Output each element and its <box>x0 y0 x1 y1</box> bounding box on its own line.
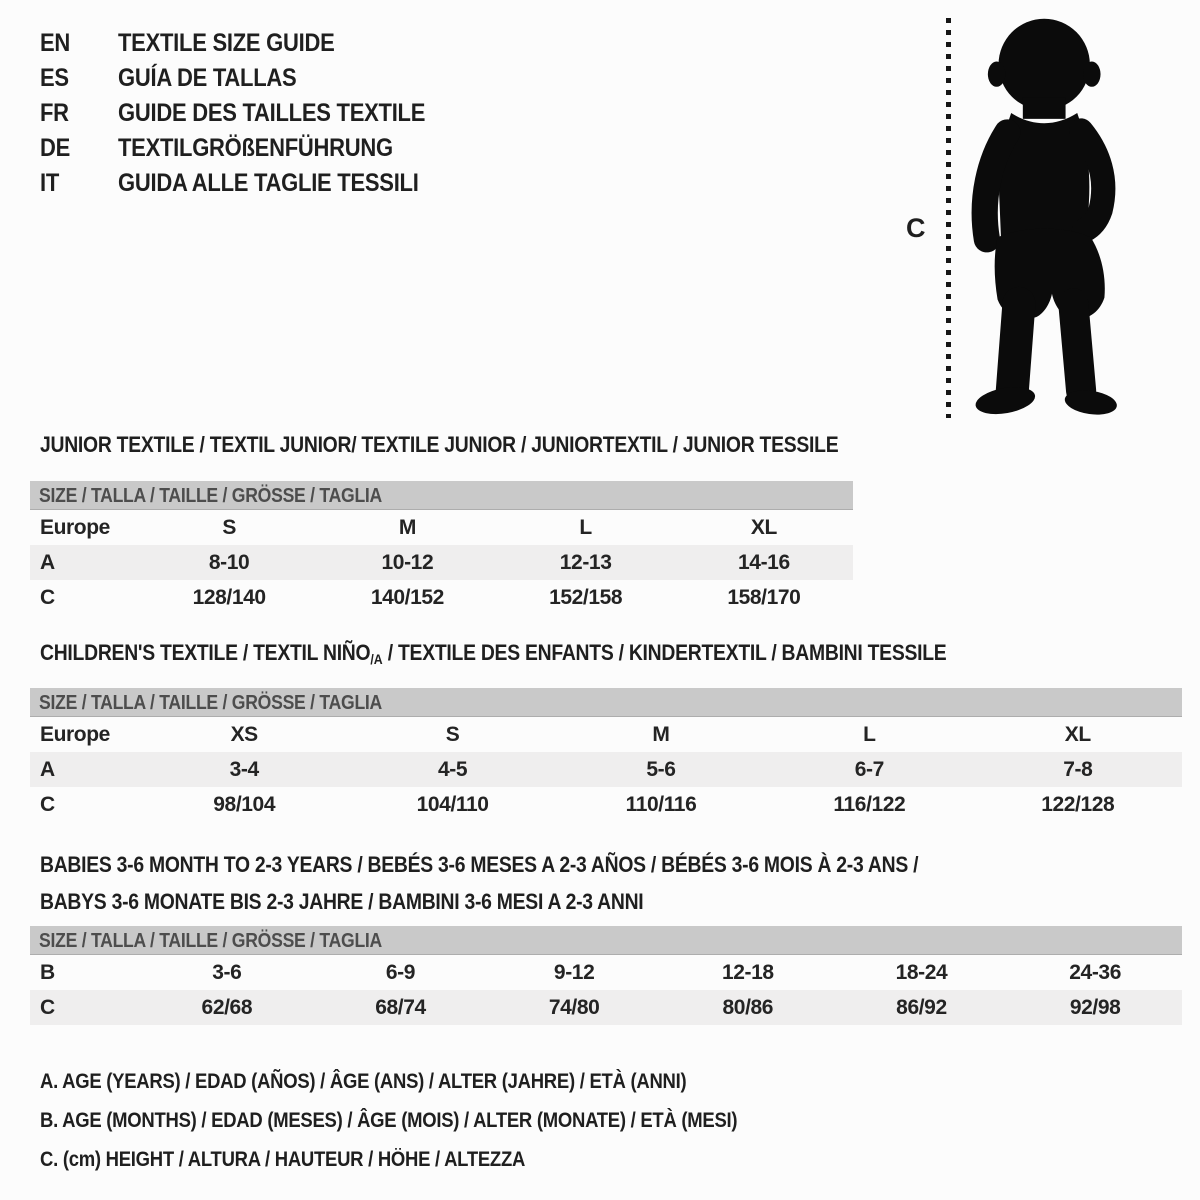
legend-notes <box>40 1062 832 1179</box>
row-label-cell: A <box>40 550 55 574</box>
size-cell: L <box>863 722 876 746</box>
age-cell: 18-24 <box>895 960 948 984</box>
table-row-europe <box>30 510 853 545</box>
age-cell: 8-10 <box>208 550 250 574</box>
row-label-cell: C <box>40 995 55 1019</box>
note-b: B. AGE (MONTHS) / EDAD (MESES) / ÂGE (MOIS) / ALTER (MONATE) / ETÀ (MESI) <box>40 1109 738 1132</box>
table-row-age <box>30 545 853 580</box>
size-cell: XL <box>1064 722 1091 746</box>
height-cell: 86/92 <box>896 995 947 1019</box>
note-c: C. (cm) HEIGHT / ALTURA / HAUTEUR / HÖHE / ALTEZZA <box>40 1148 526 1171</box>
height-measure-label: C <box>906 213 926 243</box>
height-cell: 98/104 <box>213 792 276 816</box>
size-table-header-bar: SIZE / TALLA / TAILLE / GRÖSSE / TAGLIA <box>30 481 853 510</box>
note-a: A. AGE (YEARS) / EDAD (AÑOS) / ÂGE (ANS) / ALTER (JAHRE) / ETÀ (ANNI) <box>40 1070 687 1093</box>
height-cell: 140/152 <box>370 585 444 609</box>
row-label-cell: A <box>40 757 55 781</box>
size-cell: M <box>398 515 416 539</box>
row-label-cell: Europe <box>40 722 110 746</box>
children-section-heading: CHILDREN'S TEXTILE / TEXTIL NIÑO/A / TEXTILE DES ENFANTS / KINDERTEXTIL / BAMBINI TESSILE <box>40 640 947 667</box>
language-code: DE <box>40 134 71 162</box>
age-cell: 24-36 <box>1069 960 1121 984</box>
age-cell: 3-6 <box>212 960 242 984</box>
table-row-europe <box>30 717 1182 752</box>
age-cell: 6-7 <box>854 757 884 781</box>
age-cell: 12-13 <box>559 550 612 574</box>
table-row-height <box>30 787 1182 822</box>
table-row-height <box>30 990 1182 1025</box>
language-title-list <box>40 26 467 201</box>
language-code: ES <box>40 64 69 92</box>
height-cell: 104/110 <box>416 792 489 816</box>
height-cell: 128/140 <box>192 585 266 609</box>
row-label-cell: B <box>40 960 55 984</box>
language-row <box>40 131 467 166</box>
toddler-silhouette-icon <box>960 12 1142 420</box>
age-cell: 9-12 <box>553 960 595 984</box>
row-label-cell: C <box>40 792 55 816</box>
language-code: IT <box>40 169 60 197</box>
height-cell: 68/74 <box>375 995 426 1019</box>
age-cell: 10-12 <box>381 550 434 574</box>
height-cell: 80/86 <box>722 995 774 1019</box>
size-cell: S <box>445 722 460 746</box>
table-row-age-months <box>30 955 1182 990</box>
guide-title: GUIDE DES TAILLES TEXTILE <box>118 99 426 127</box>
height-cell: 116/122 <box>833 792 906 816</box>
guide-title: GUIDA ALLE TAGLIE TESSILI <box>118 169 419 197</box>
language-row <box>40 166 467 201</box>
height-cell: 92/98 <box>1069 995 1121 1019</box>
age-cell: 4-5 <box>438 757 468 781</box>
row-label-cell: C <box>40 585 55 609</box>
size-cell: XS <box>230 722 258 746</box>
size-table-header-bar: SIZE / TALLA / TAILLE / GRÖSSE / TAGLIA <box>30 926 1182 955</box>
guide-title: TEXTILGRÖßENFÜHRUNG <box>118 134 393 162</box>
table-row-age <box>30 752 1182 787</box>
language-code: FR <box>40 99 69 127</box>
height-cell: 74/80 <box>548 995 600 1019</box>
age-cell: 14-16 <box>738 550 790 574</box>
language-row <box>40 61 467 96</box>
language-row <box>40 96 467 131</box>
babies-section-heading: BABIES 3-6 MONTH TO 2-3 YEARS / BEBÉS 3-6 MESES A 2-3 AÑOS / BÉBÉS 3-6 MOIS À 2-3 ANS / BABYS 3-6 MONATE BIS 2-3 JAHRE / BAMBINI 3-6 MESI A 2-3 ANNI <box>40 852 919 914</box>
size-table-header-bar: SIZE / TALLA / TAILLE / GRÖSSE / TAGLIA <box>30 688 1182 717</box>
height-cell: 152/158 <box>549 585 623 609</box>
heading-subscript: /A <box>370 651 383 667</box>
age-cell: 5-6 <box>646 757 676 781</box>
guide-title: GUÍA DE TALLAS <box>118 64 297 92</box>
children-size-table <box>30 688 1182 822</box>
language-code: EN <box>40 29 71 57</box>
height-cell: 122/128 <box>1041 792 1115 816</box>
babies-size-table <box>30 926 1182 1025</box>
height-measure-dashed-line <box>946 18 951 418</box>
height-cell: 110/116 <box>625 792 697 816</box>
age-cell: 6-9 <box>385 960 416 984</box>
size-cell: XL <box>750 515 777 539</box>
size-cell: S <box>222 515 236 539</box>
age-cell: 7-8 <box>1063 757 1093 781</box>
size-cell: M <box>652 722 670 746</box>
junior-size-table <box>30 481 853 615</box>
junior-section-heading: JUNIOR TEXTILE / TEXTIL JUNIOR/ TEXTILE JUNIOR / JUNIORTEXTIL / JUNIOR TESSILE <box>40 432 839 457</box>
age-cell: 3-4 <box>229 757 259 781</box>
height-cell: 158/170 <box>727 585 801 609</box>
age-cell: 12-18 <box>721 960 774 984</box>
row-label-cell: Europe <box>40 515 110 539</box>
language-row <box>40 26 467 61</box>
height-cell: 62/68 <box>201 995 253 1019</box>
guide-title: TEXTILE SIZE GUIDE <box>118 29 335 57</box>
size-cell: L <box>579 515 592 539</box>
table-row-height <box>30 580 853 615</box>
